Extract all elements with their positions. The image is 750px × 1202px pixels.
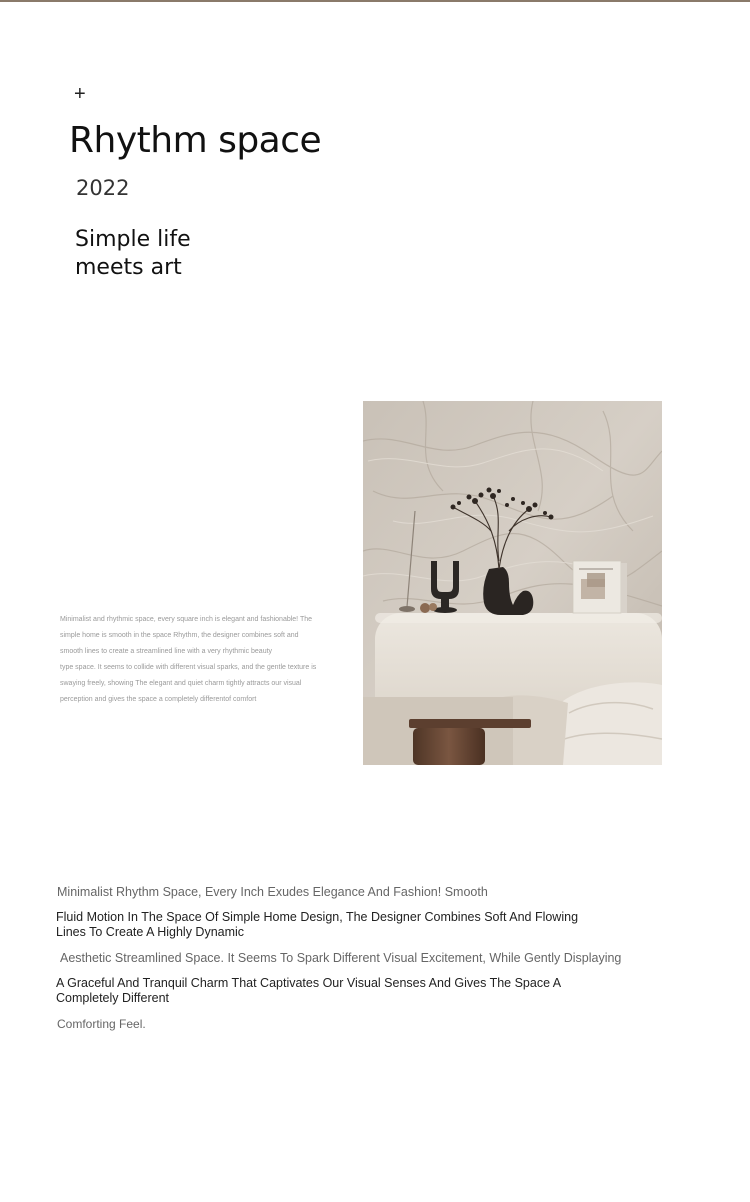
description-line: A Graceful And Tranquil Charm That Captivates Our Visual Senses And Gives The Space A — [56, 976, 562, 990]
intro-line: perception and gives the space a completely differentof comfort — [60, 696, 257, 703]
description-line: Lines To Create A Highly Dynamic — [56, 925, 245, 939]
intro-line: Minimalist and rhythmic space, every square inch is elegant and fashionable! The — [60, 616, 313, 623]
intro-line: type space. It seems to collide with different visual sparks, and the gentle texture is — [60, 664, 317, 671]
year-label: 2022 — [76, 176, 130, 200]
intro-line: smooth lines to create a streamlined line with a very rhythmic beauty — [60, 648, 273, 655]
interior-photo — [363, 401, 662, 765]
description-line: Minimalist Rhythm Space, Every Inch Exudes Elegance And Fashion! Smooth — [57, 885, 488, 899]
description-line: Comforting Feel. — [57, 1017, 146, 1031]
description-line: Completely Different — [56, 991, 170, 1005]
slogan-line: Simple life — [75, 227, 191, 252]
intro-line: simple home is smooth in the space Rhythm, the designer combines soft and — [60, 632, 299, 639]
page-title: Rhythm space — [69, 120, 322, 161]
description-line: Aesthetic Streamlined Space. It Seems To Spark Different Visual Excitement, While Gently Displaying — [60, 951, 622, 965]
top-divider — [0, 0, 750, 2]
description-line: Fluid Motion In The Space Of Simple Home Design, The Designer Combines Soft And Flowing — [56, 910, 579, 924]
slogan-line: meets art — [75, 255, 182, 280]
intro-paragraph — [60, 612, 330, 708]
slogan — [75, 226, 191, 282]
plus-icon: + — [74, 83, 86, 105]
intro-line: swaying freely, showing The elegant and quiet charm tightly attracts our visual — [60, 680, 302, 687]
